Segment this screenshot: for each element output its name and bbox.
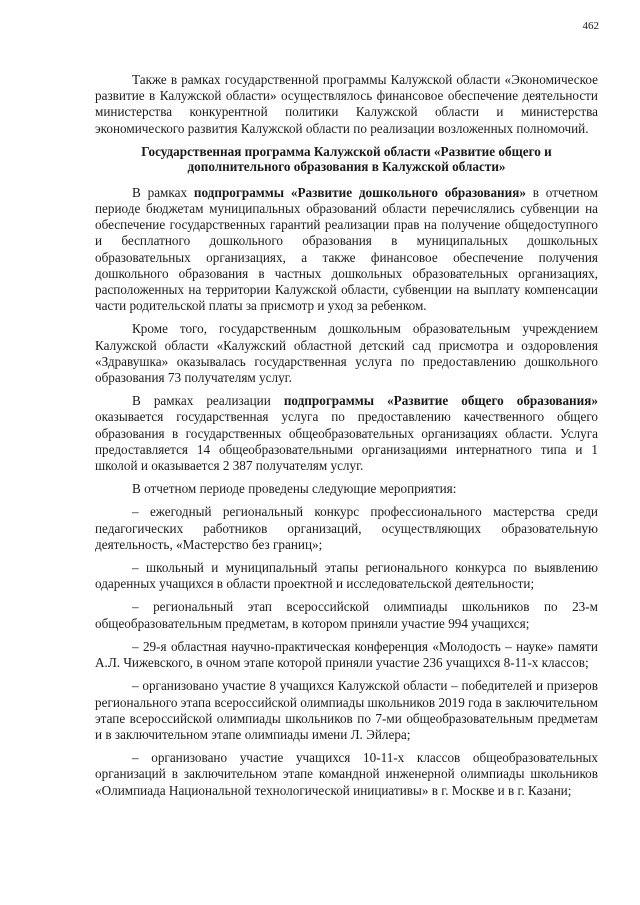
paragraph: Также в рамках государственной программы Калужской области «Экономическое развитие в Калужской области» осуществлялось финансовое обеспечение деятельности министерства конкурентной политики Калужской области и министерства экономического развития Калужской области по реализации возложенных полномочий. xyxy=(95,72,598,136)
list-item: – региональный этап всероссийской олимпиады школьников по 23-м общеобразовательным предметам, в котором приняли участие 994 учащихся; xyxy=(95,599,598,631)
section-heading: Государственная программа Калужской области «Развитие общего и дополнительного образования в Калужской области» xyxy=(141,143,552,175)
list-item: – школьный и муниципальный этапы регионального конкурса по выявлению одаренных учащихся в области проектной и исследовательской деятельности; xyxy=(95,560,598,592)
list-item: – организовано участие учащихся 10-11-х классов общеобразовательных организаций в заключительном этапе командной инженерной олимпиады школьников «Олимпиада Национальной технологической инициативы» в г. Москве и в г. Казани; xyxy=(95,750,598,798)
text-run: оказывается государственная услуга по предоставлению качественного общего образования в государственных общеобразовательных организациях области. Услуга предоставляется 14 общеобразовательными организациями интернатного типа и 1 школой и оказывается 2 387 получателям услуг. xyxy=(95,409,598,474)
paragraph: В отчетном периоде проведены следующие мероприятия: xyxy=(132,481,457,497)
text-run: в отчетном периоде бюджетам муниципальных образований области перечислялись субвенции на обеспечение государственных гарантий реализации прав на получение общедоступного и бесплатного дошкольного образования в муниципальных дошкольных образовательных организациях, а также финансовое обеспечение получения дошкольного образования в частных дошкольных образовательных организациях, расположенных на территории Калужской области, субвенции на выплату компенсации части родительской платы за присмотр и уход за ребенком. xyxy=(95,184,598,314)
list-item: – ежегодный региональный конкурс профессионального мастерства среди педагогических работников организаций, осуществляющих образовательную деятельность, «Мастерство без границ»; xyxy=(95,504,598,552)
text-run: В рамках xyxy=(132,184,194,200)
text-run: В рамках реализации xyxy=(132,393,284,409)
document-body xyxy=(95,72,598,806)
list-item: – организовано участие 8 учащихся Калужской области – победителей и призеров регионального этапа всероссийской олимпиады школьников 2019 года в заключительном этапе всероссийской олимпиады школьников по 7-ми общеобразовательным предметам и в заключительном этапе олимпиады имени Л. Эйлера; xyxy=(95,678,598,742)
subprogram-title: подпрограммы «Развитие дошкольного образования» xyxy=(193,184,526,200)
paragraph xyxy=(95,393,598,474)
paragraph: Кроме того, государственным дошкольным образовательным учреждением Калужской области «Калужский областной детский сад присмотра и оздоровления «Здравушка» оказывалась государственная услуга по предоставлению дошкольного образования 73 получателям услуг. xyxy=(95,321,598,386)
paragraph xyxy=(95,185,598,315)
page-number: 462 xyxy=(582,20,599,32)
list-item: – 29-я областная научно-практическая конференция «Молодость – науке» памяти А.Л. Чижевского, в очном этапе которой приняли участие 236 учащихся 8-11-х классов; xyxy=(95,638,598,671)
subprogram-title: подпрограммы «Развитие общего образования» xyxy=(283,393,598,409)
